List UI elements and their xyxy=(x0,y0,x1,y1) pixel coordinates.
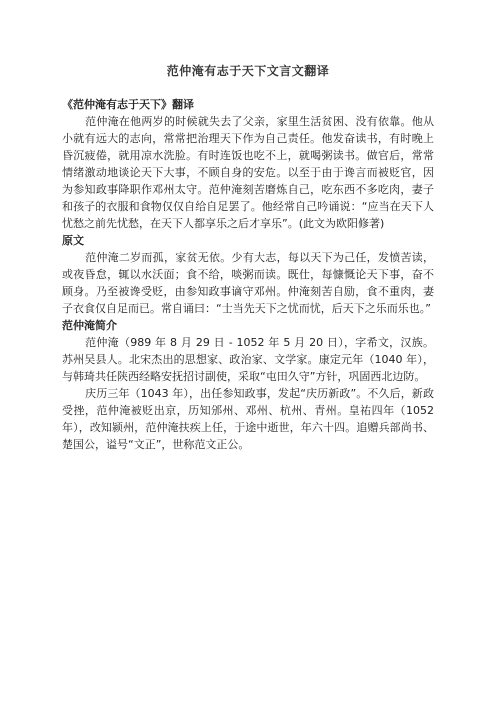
biography-paragraph-2: 庆历三年（1043 年），出任参知政事，发起“庆历新政”。不久后，新政受挫，范仲淹被贬出京，历知邠州、邓州、杭州、青州。皇祐四年（1052 年），改知颍州，范仲淹扶疾上任，于途中逝世，年六十四。追赠兵部尚书、楚国公，谥号“文正”，世称范文正公。 xyxy=(62,387,434,451)
translation-paragraph: 范仲淹在他两岁的时候就失去了父亲，家里生活贫困、没有依靠。他从小就有远大的志向，常常把治理天下作为自己责任。他发奋读书，有时晚上昏沉疲倦，就用凉水洗脸。有时连饭也吃不上，就喝粥读书。做官后，常常情绪激动地谈论天下大事，不顾自身的安危。以至于由于谗言而被贬官，因为参知政事降职作邓州太守。范仲淹刻苦磨炼自己，吃东西不多吃肉，妻子和孩子的衣服和食物仅仅自给自足罢了。他经常自己吟诵说：“应当在天下人忧愁之前先忧愁，在天下人都享乐之后才享乐”。(此文为欧阳修著) xyxy=(62,115,434,230)
original-text-paragraph: 范仲淹二岁而孤，家贫无依。少有大志，每以天下为己任，发愤苦读，或夜昏怠，辄以水沃面；食不给，啖粥而读。既仕，每慷慨论天下事，奋不顾身。乃至被谗受贬，由参知政事谪守邓州。仲淹刻苦自励，食不重肉，妻子衣食仅自足而已。常自诵曰：“士当先天下之忧而忧，后天下之乐而乐也。” xyxy=(62,251,434,315)
document-title: 范仲淹有志于天下文言文翻译 xyxy=(166,64,330,78)
document-body xyxy=(62,96,434,453)
section-heading-translation: 《范仲淹有志于天下》翻译 xyxy=(62,98,194,111)
section-heading-biography: 范仲淹简介 xyxy=(62,319,117,332)
biography-paragraph-1: 范仲淹（989 年 8 月 29 日 - 1052 年 5 月 20 日），字希文，汉族。苏州吴县人。北宋杰出的思想家、政治家、文学家。康定元年（1040 年），与韩琦共任陕西经略安抚招讨副使，采取“屯田久守”方针，巩固西北边防。 xyxy=(62,336,434,383)
section-heading-original: 原文 xyxy=(62,234,84,247)
